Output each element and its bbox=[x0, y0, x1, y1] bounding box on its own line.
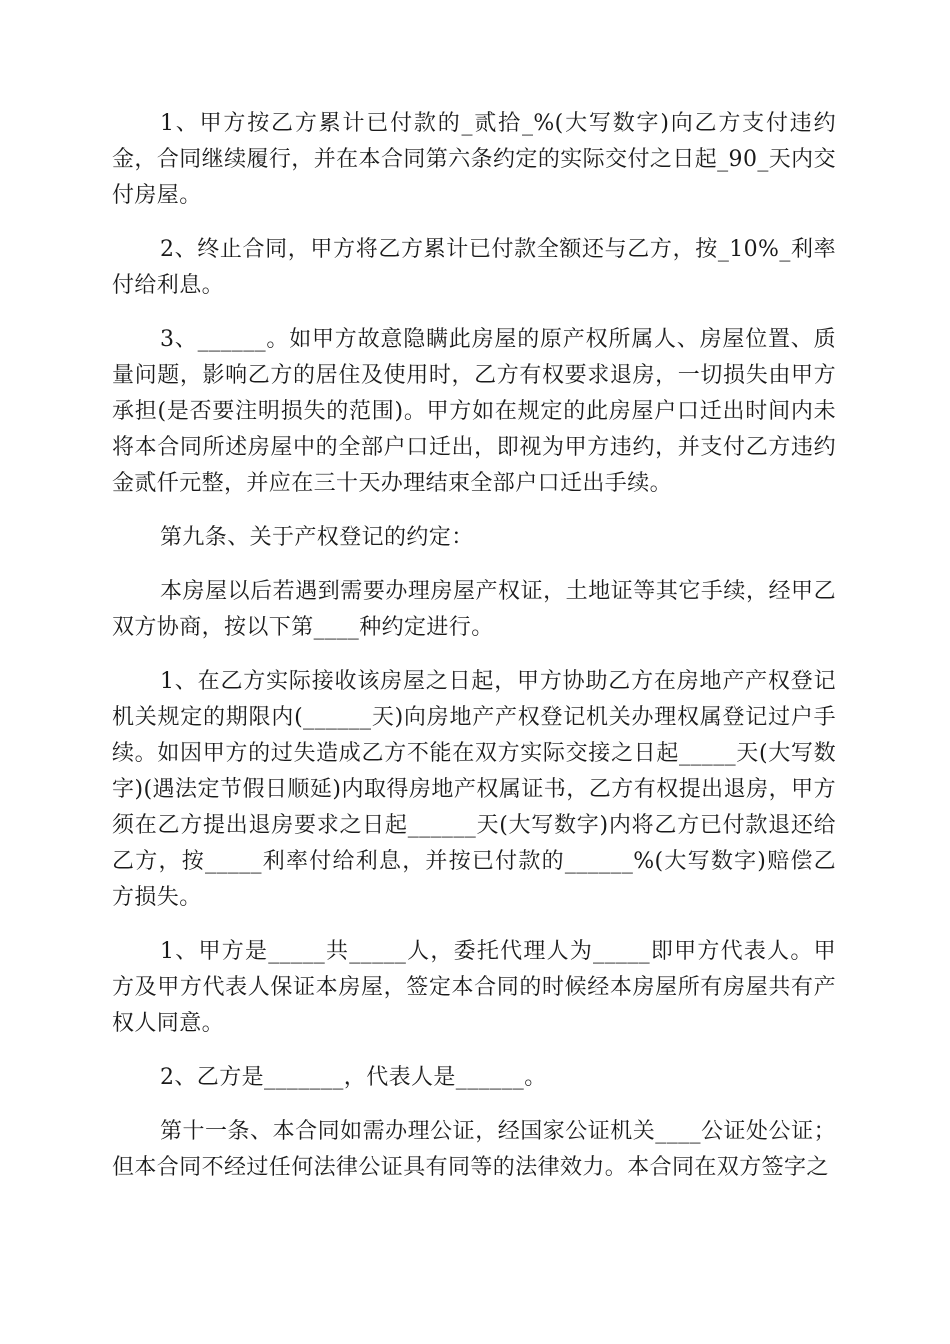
article-9-intro-paragraph: 本房屋以后若遇到需要办理房屋产权证，土地证等其它手续，经甲乙双方协商，按以下第____种约定进行。 bbox=[112, 579, 836, 640]
clause-3-concealment-paragraph: 3、______。如甲方故意隐瞒此房屋的原产权所属人、房屋位置、质量问题，影响乙方的居住及使用时，乙方有权要求退房，一切损失由甲方承担(是否要注明损失的范围)。甲方如在规定的此房屋户口迁出时间内未将本合同所述房屋中的全部户口迁出，即视为甲方违约，并支付乙方违约金贰仟元整，并应在三十天办理结束全部户口迁出手续。 bbox=[112, 327, 836, 496]
clause-1-penalty-paragraph: 1、甲方按乙方累计已付款的_贰拾_%(大写数字)向乙方支付违约金，合同继续履行，并在本合同第六条约定的实际交付之日起_90_天内交付房屋。 bbox=[112, 111, 836, 208]
article-9-heading: 第九条、关于产权登记的约定： bbox=[160, 525, 474, 550]
party-b-paragraph: 2、乙方是_______，代表人是______。 bbox=[160, 1065, 547, 1090]
article-9-item-1-paragraph: 1、在乙方实际接收该房屋之日起，甲方协助乙方在房地产产权登记机关规定的期限内(______天)向房地产产权登记机关办理权属登记过户手续。如因甲方的过失造成乙方不能在双方实际交接之日起_____天(大写数字)(遇法定节假日顺延)内取得房地产权属证书，乙方有权提出退房，甲方须在乙方提出退房要求之日起______天(大写数字)内将乙方已付款退还给乙方，按_____利率付给利息，并按已付款的______%(大写数字)赔偿乙方损失。 bbox=[112, 669, 836, 910]
article-11-paragraph: 第十一条、本合同如需办理公证，经国家公证机关____公证处公证；但本合同不经过任何法律公证具有同等的法律效力。本合同在双方签字之 bbox=[112, 1119, 836, 1180]
clause-2-termination-paragraph: 2、终止合同，甲方将乙方累计已付款全额还与乙方，按_10%_利率付给利息。 bbox=[112, 237, 836, 298]
party-a-paragraph: 1、甲方是_____共_____人，委托代理人为_____即甲方代表人。甲方及甲方代表人保证本房屋，签定本合同的时候经本房屋所有房屋共有产权人同意。 bbox=[112, 939, 836, 1036]
document-page bbox=[112, 106, 836, 1204]
